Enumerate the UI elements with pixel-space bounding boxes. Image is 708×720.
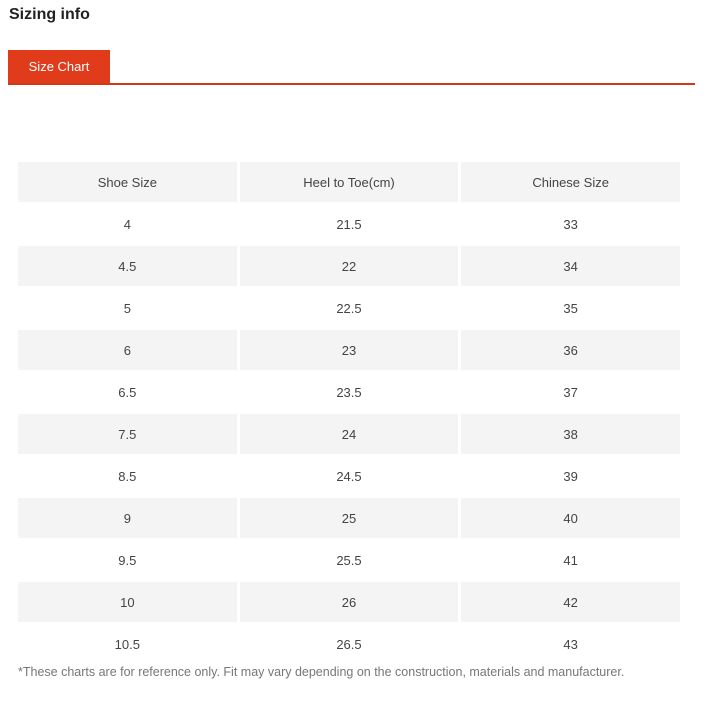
cell-heel-to-toe: 21.5 [336, 216, 362, 232]
table-row [18, 204, 680, 244]
cell-shoe-size: 6.5 [118, 384, 137, 400]
cell-chinese-size: 36 [461, 330, 680, 370]
cell-heel-to-toe: 23 [240, 330, 459, 370]
table-row [18, 624, 680, 664]
table-row [18, 330, 680, 370]
cell-heel-to-toe: 25.5 [336, 552, 362, 568]
cell-chinese-size: 39 [563, 468, 578, 484]
cell-heel-to-toe: 24.5 [336, 468, 362, 484]
cell-chinese-size: 38 [461, 414, 680, 454]
cell-shoe-size: 9.5 [118, 552, 137, 568]
tab-bar [8, 50, 695, 85]
column-header-heel-to-toe: Heel to Toe(cm) [240, 162, 459, 202]
cell-shoe-size: 8.5 [118, 468, 137, 484]
cell-shoe-size: 6 [18, 330, 237, 370]
cell-shoe-size: 4 [123, 216, 131, 232]
cell-chinese-size: 42 [461, 582, 680, 622]
size-chart-table [15, 160, 683, 666]
table-row [18, 414, 680, 454]
table-row [18, 456, 680, 496]
table-row [18, 288, 680, 328]
column-header-chinese-size: Chinese Size [461, 162, 680, 202]
cell-chinese-size: 40 [461, 498, 680, 538]
cell-chinese-size: 33 [563, 216, 578, 232]
cell-shoe-size: 4.5 [18, 246, 237, 286]
disclaimer-note: *These charts are for reference only. Fit may vary depending on the construction, materials and manufacturer. [18, 665, 625, 679]
cell-shoe-size: 10 [18, 582, 237, 622]
cell-shoe-size: 7.5 [18, 414, 237, 454]
table-header-row [18, 162, 680, 202]
table-row [18, 246, 680, 286]
cell-shoe-size: 10.5 [114, 636, 140, 652]
table-row [18, 372, 680, 412]
column-header-shoe-size: Shoe Size [18, 162, 237, 202]
cell-chinese-size: 34 [461, 246, 680, 286]
cell-chinese-size: 43 [563, 636, 578, 652]
cell-shoe-size: 5 [123, 300, 131, 316]
cell-heel-to-toe: 26 [240, 582, 459, 622]
page-title: Sizing info [9, 6, 90, 23]
cell-chinese-size: 35 [563, 300, 578, 316]
cell-shoe-size: 9 [18, 498, 237, 538]
table-row [18, 540, 680, 580]
cell-chinese-size: 37 [563, 384, 578, 400]
cell-heel-to-toe: 26.5 [336, 636, 362, 652]
cell-heel-to-toe: 25 [240, 498, 459, 538]
cell-heel-to-toe: 22.5 [336, 300, 362, 316]
table-row [18, 582, 680, 622]
tab-size-chart[interactable]: Size Chart [8, 50, 110, 83]
cell-heel-to-toe: 22 [240, 246, 459, 286]
cell-chinese-size: 41 [563, 552, 578, 568]
table-row [18, 498, 680, 538]
cell-heel-to-toe: 23.5 [336, 384, 362, 400]
cell-heel-to-toe: 24 [240, 414, 459, 454]
